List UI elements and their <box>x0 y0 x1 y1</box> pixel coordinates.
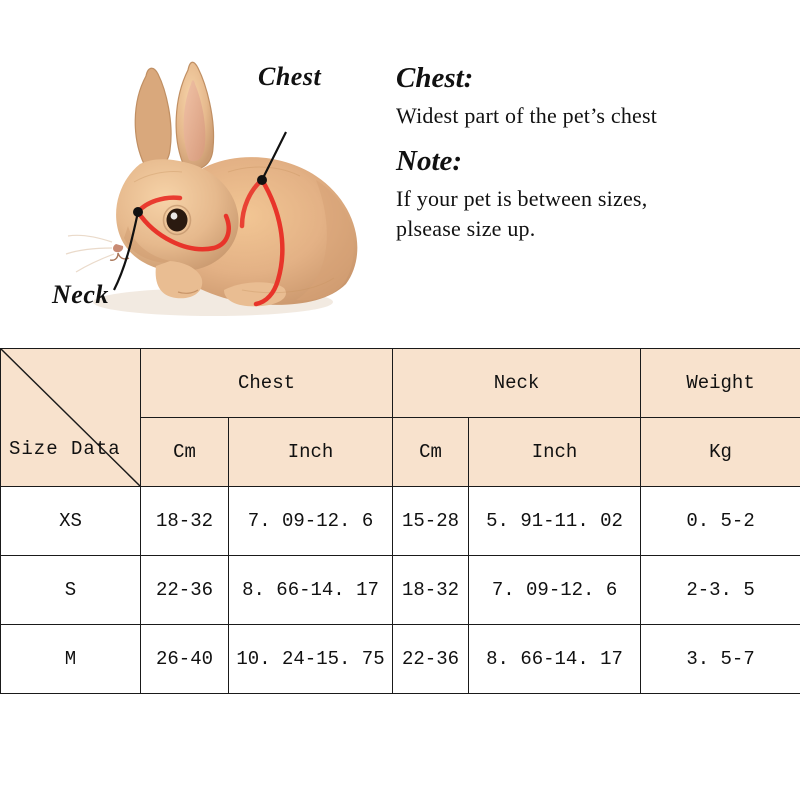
row-m-neck-cm: 22-36 <box>393 625 469 694</box>
notes-block <box>396 62 786 258</box>
unit-header-chest-cm: Cm <box>141 418 229 487</box>
unit-header-neck-inch: Inch <box>469 418 641 487</box>
unit-header-chest-inch: Inch <box>229 418 393 487</box>
row-m-chest-inch: 10. 24-15. 75 <box>229 625 393 694</box>
row-s-neck-inch: 7. 09-12. 6 <box>469 556 641 625</box>
row-m-weight-kg: 3. 5-7 <box>641 625 800 694</box>
row-m-neck-inch: 8. 66-14. 17 <box>469 625 641 694</box>
group-header-neck: Neck <box>393 349 641 418</box>
chest-callout-label: Chest <box>258 62 322 91</box>
row-size-s: S <box>1 556 141 625</box>
group-header-weight: Weight <box>641 349 800 418</box>
illustration-section <box>0 0 800 348</box>
row-s-chest-cm: 22-36 <box>141 556 229 625</box>
row-size-m: M <box>1 625 141 694</box>
size-table <box>0 348 800 694</box>
table-row <box>1 556 800 625</box>
note-title: Note: <box>396 145 463 178</box>
table-row <box>1 625 800 694</box>
row-s-chest-inch: 8. 66-14. 17 <box>229 556 393 625</box>
row-xs-neck-inch: 5. 91-11. 02 <box>469 487 641 556</box>
row-xs-chest-cm: 18-32 <box>141 487 229 556</box>
row-xs-chest-inch: 7. 09-12. 6 <box>229 487 393 556</box>
note-line-1: If your pet is between sizes, <box>396 186 648 212</box>
group-header-chest: Chest <box>141 349 393 418</box>
row-s-neck-cm: 18-32 <box>393 556 469 625</box>
chest-note-text: Widest part of the pet’s chest <box>396 103 658 129</box>
row-xs-weight-kg: 0. 5-2 <box>641 487 800 556</box>
diagonal-divider-icon <box>1 349 140 486</box>
row-size-xs: XS <box>1 487 141 556</box>
neck-callout-label: Neck <box>52 280 109 309</box>
row-s-weight-kg: 2-3. 5 <box>641 556 800 625</box>
note-line-2: plsease size up. <box>396 216 536 242</box>
row-m-chest-cm: 26-40 <box>141 625 229 694</box>
corner-cell <box>1 349 141 487</box>
unit-header-neck-cm: Cm <box>393 418 469 487</box>
unit-header-weight-kg: Kg <box>641 418 800 487</box>
row-xs-neck-cm: 15-28 <box>393 487 469 556</box>
chest-note-title: Chest: <box>396 62 474 94</box>
corner-label: Size Data <box>9 438 121 460</box>
table-row <box>1 487 800 556</box>
size-table-wrapper <box>0 348 800 694</box>
table-header-row-group <box>1 349 800 418</box>
